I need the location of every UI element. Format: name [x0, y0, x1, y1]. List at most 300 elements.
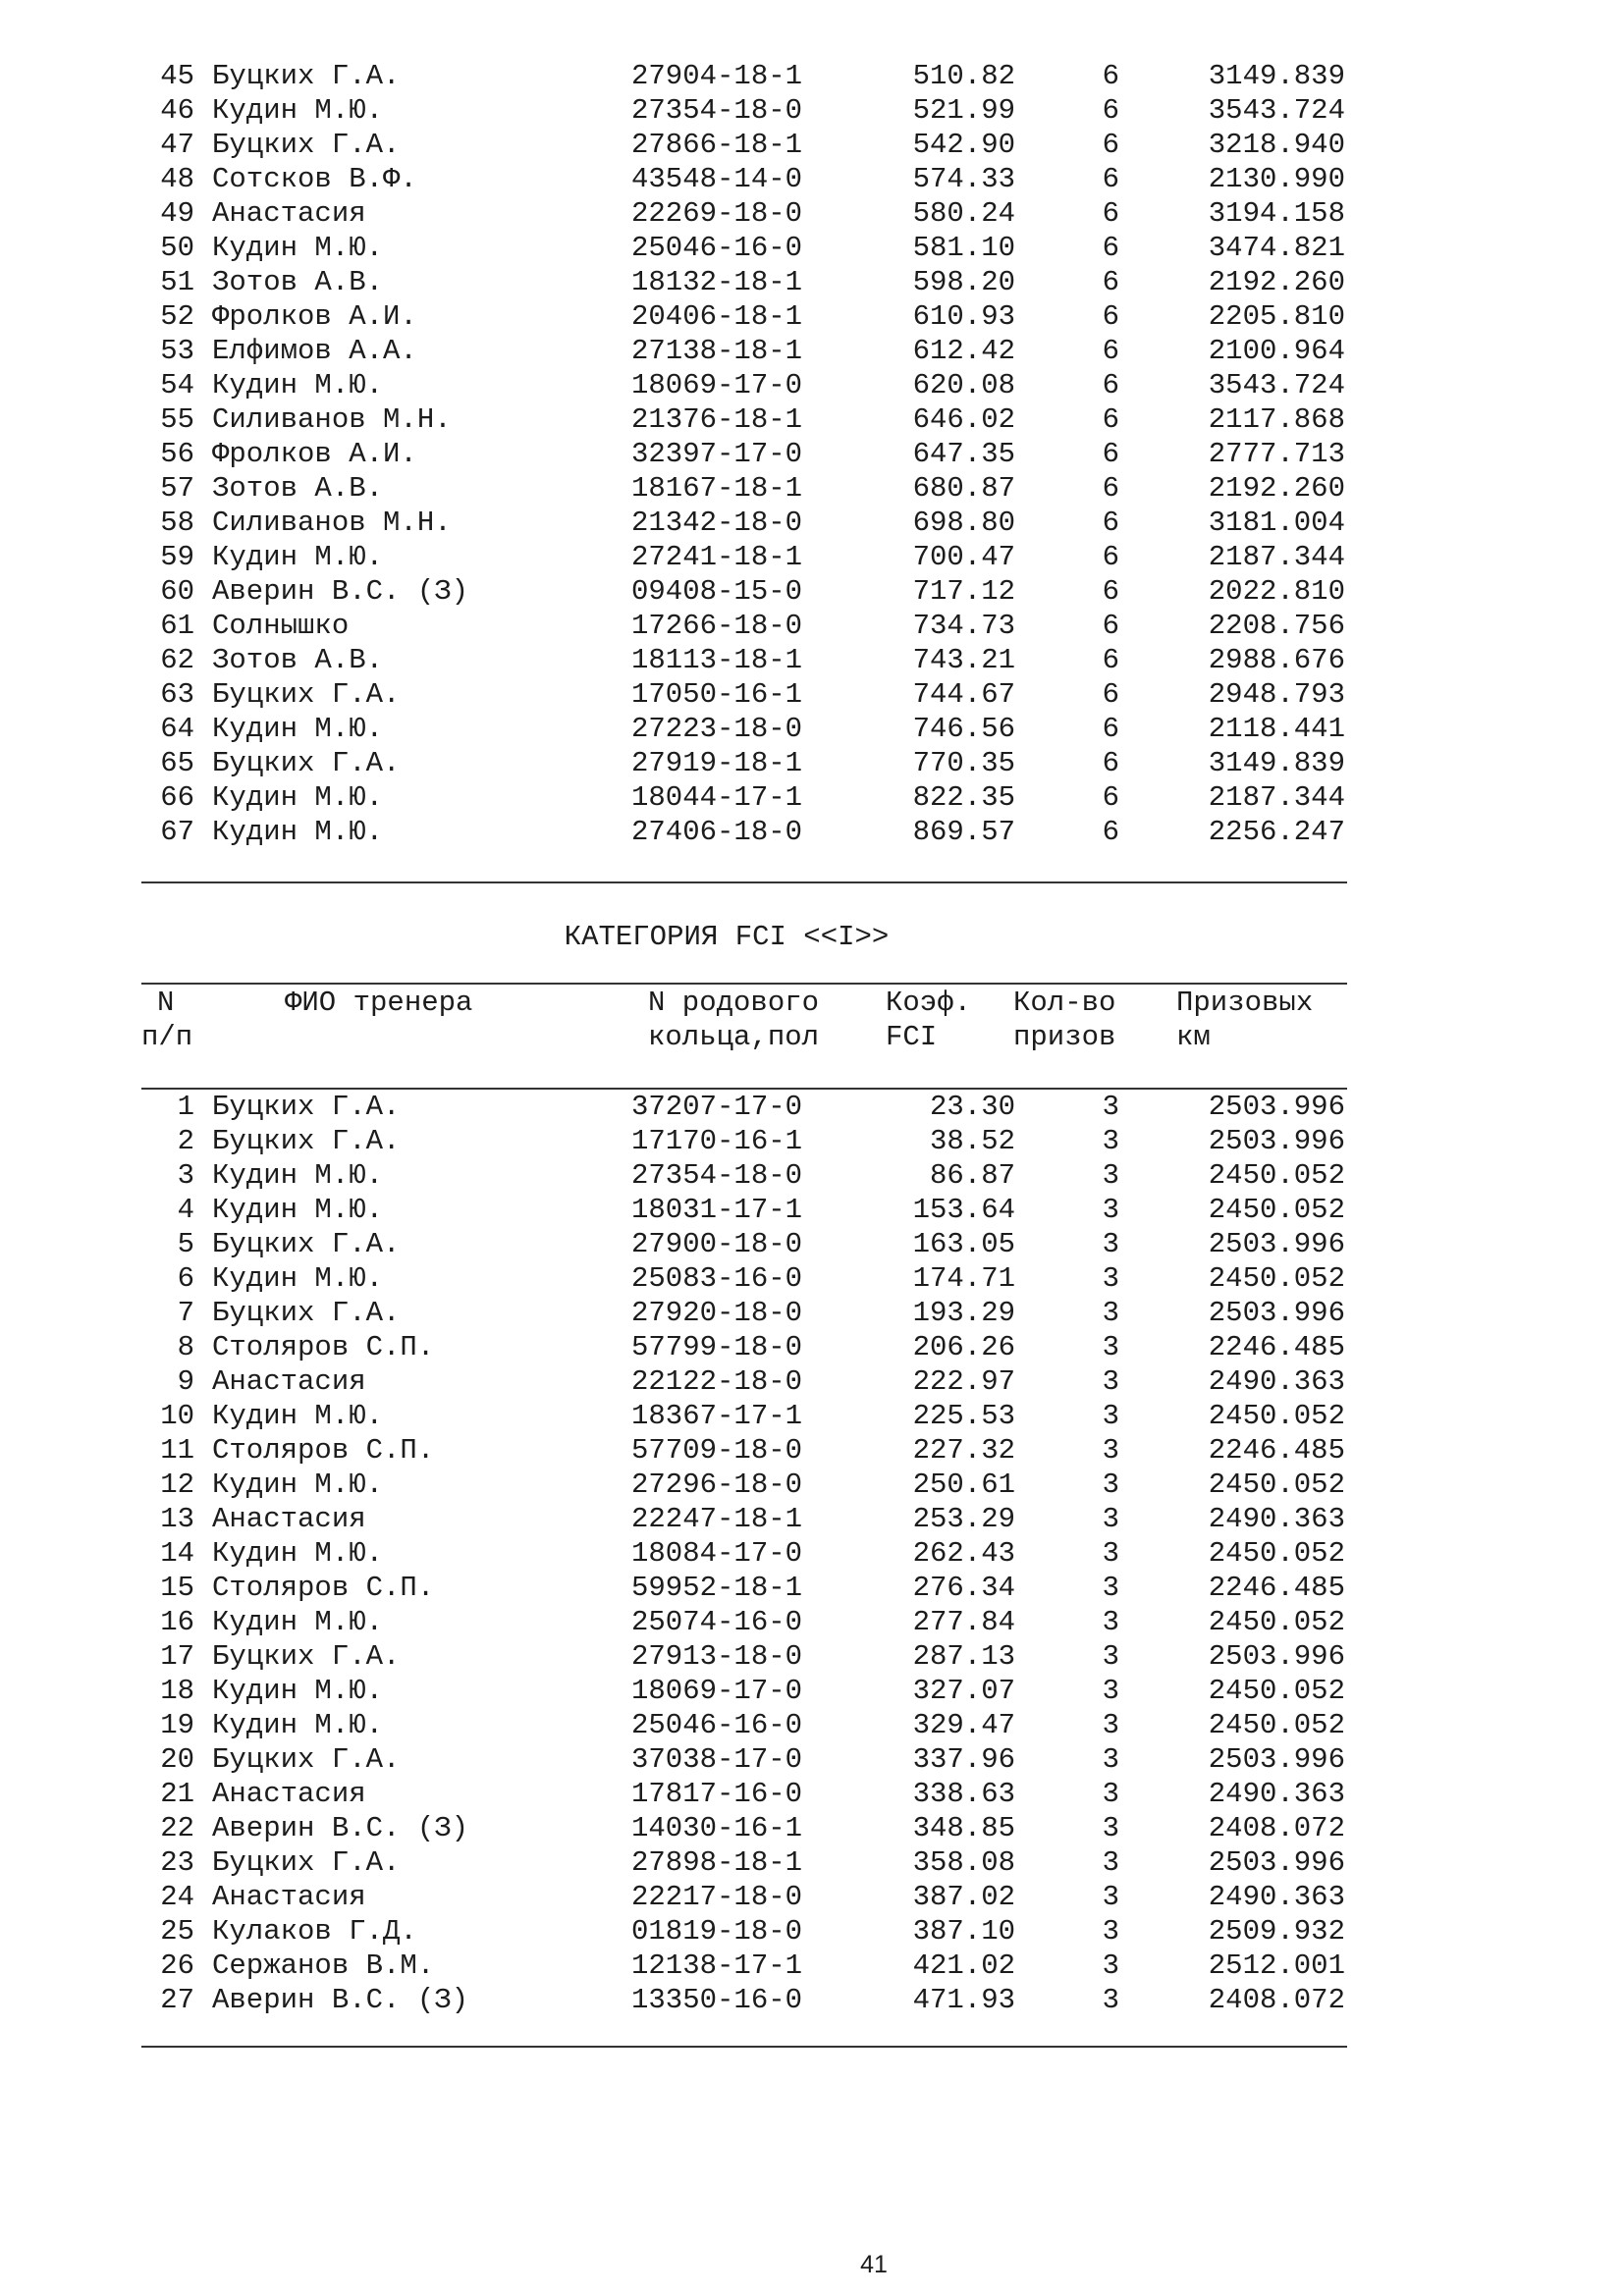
- prize-km: 2117.868: [1208, 403, 1345, 436]
- row-number: 15: [160, 1572, 194, 1604]
- prize-count: 3: [1102, 1503, 1119, 1535]
- table-row: [0, 1090, 1624, 1124]
- row-number: 56: [160, 438, 194, 470]
- header-prizes-line2: призов: [1013, 1021, 1116, 1053]
- trainer-name: Фролков А.И.: [212, 438, 417, 470]
- prize-count: 6: [1102, 438, 1119, 470]
- ring-number: 18031-17-1: [631, 1194, 803, 1226]
- ring-number: 57709-18-0: [631, 1434, 803, 1467]
- prize-km: 2503.996: [1208, 1846, 1345, 1879]
- row-number: 65: [160, 747, 194, 779]
- row-number: 58: [160, 507, 194, 539]
- trainer-name: Анастасия: [212, 1365, 366, 1398]
- ring-number: 37038-17-0: [631, 1743, 803, 1776]
- fci-coefficient: 262.43: [912, 1537, 1015, 1570]
- table-row: [0, 1364, 1624, 1399]
- prize-count: 6: [1102, 747, 1119, 779]
- trainer-name: Анастасия: [212, 1881, 366, 1913]
- table-row: [0, 471, 1624, 506]
- table-row: [0, 1777, 1624, 1811]
- prize-km: 2246.485: [1208, 1434, 1345, 1467]
- prize-count: 6: [1102, 94, 1119, 127]
- row-number: 16: [160, 1606, 194, 1638]
- trainer-name: Силиванов М.Н.: [212, 507, 452, 539]
- trainer-name: Кудин М.Ю.: [212, 541, 384, 573]
- table-row: [0, 1502, 1624, 1536]
- ring-number: 22247-18-1: [631, 1503, 803, 1535]
- prize-count: 6: [1102, 575, 1119, 608]
- row-number: 2: [177, 1125, 194, 1157]
- header-prizes: Кол-во: [1013, 987, 1116, 1019]
- table-row: [0, 506, 1624, 540]
- prize-km: 2503.996: [1208, 1125, 1345, 1157]
- ring-number: 43548-14-0: [631, 163, 803, 195]
- table-row: [0, 1639, 1624, 1674]
- row-number: 9: [177, 1365, 194, 1398]
- prize-count: 3: [1102, 1949, 1119, 1982]
- fci-coefficient: 276.34: [912, 1572, 1015, 1604]
- row-number: 53: [160, 335, 194, 367]
- table-row: [0, 712, 1624, 746]
- prize-km: 2205.810: [1208, 300, 1345, 333]
- ring-number: 27354-18-0: [631, 94, 803, 127]
- ring-number: 22122-18-0: [631, 1365, 803, 1398]
- trainer-name: Зотов А.В.: [212, 472, 384, 505]
- prize-count: 6: [1102, 610, 1119, 642]
- prize-km: 2450.052: [1208, 1194, 1345, 1226]
- fci-coefficient: 717.12: [912, 575, 1015, 608]
- prize-count: 6: [1102, 266, 1119, 298]
- prize-count: 3: [1102, 1331, 1119, 1363]
- ring-number: 25074-16-0: [631, 1606, 803, 1638]
- fci-coefficient: 163.05: [912, 1228, 1015, 1260]
- table-row: [0, 334, 1624, 368]
- table-row: [0, 780, 1624, 815]
- fci-coefficient: 471.93: [912, 1984, 1015, 2016]
- row-number: 60: [160, 575, 194, 608]
- trainer-name: Кудин М.Ю.: [212, 713, 384, 745]
- prize-count: 6: [1102, 816, 1119, 848]
- row-number: 49: [160, 197, 194, 230]
- fci-coefficient: 647.35: [912, 438, 1015, 470]
- trainer-name: Аверин В.С. (З): [212, 1812, 469, 1844]
- ring-number: 22217-18-0: [631, 1881, 803, 1913]
- header-trainer: ФИО тренера: [285, 987, 473, 1019]
- row-number: 23: [160, 1846, 194, 1879]
- row-number: 48: [160, 163, 194, 195]
- prize-count: 3: [1102, 1297, 1119, 1329]
- prize-km: 2450.052: [1208, 1675, 1345, 1707]
- ring-number: 18084-17-0: [631, 1537, 803, 1570]
- fci-coefficient: 574.33: [912, 163, 1015, 195]
- prize-km: 2450.052: [1208, 1606, 1345, 1638]
- prize-km: 2450.052: [1208, 1537, 1345, 1570]
- fci-coefficient: 174.71: [912, 1262, 1015, 1295]
- ring-number: 27920-18-0: [631, 1297, 803, 1329]
- table-row: [0, 1605, 1624, 1639]
- fci-coefficient: 206.26: [912, 1331, 1015, 1363]
- fci-coefficient: 610.93: [912, 300, 1015, 333]
- row-number: 51: [160, 266, 194, 298]
- table-row: [0, 1399, 1624, 1433]
- trainer-name: Буцких Г.А.: [212, 1091, 401, 1123]
- prize-km: 2503.996: [1208, 1091, 1345, 1123]
- prize-km: 2490.363: [1208, 1881, 1345, 1913]
- row-number: 1: [177, 1091, 194, 1123]
- page-number: 41: [860, 2251, 888, 2278]
- trainer-name: Сотсков В.Ф.: [212, 163, 417, 195]
- prize-count: 3: [1102, 1537, 1119, 1570]
- trainer-name: Анастасия: [212, 1778, 366, 1810]
- fci-coefficient: 338.63: [912, 1778, 1015, 1810]
- prize-km: 2503.996: [1208, 1228, 1345, 1260]
- ring-number: 18367-17-1: [631, 1400, 803, 1432]
- header-n-line2: п/п: [141, 1021, 193, 1053]
- table-row: [0, 402, 1624, 437]
- prize-km: 2192.260: [1208, 472, 1345, 505]
- ring-number: 14030-16-1: [631, 1812, 803, 1844]
- prize-count: 6: [1102, 232, 1119, 264]
- ring-number: 27913-18-0: [631, 1640, 803, 1673]
- fci-coefficient: 822.35: [912, 781, 1015, 814]
- prize-count: 6: [1102, 335, 1119, 367]
- trainer-name: Кудин М.Ю.: [212, 1537, 384, 1570]
- trainer-name: Кудин М.Ю.: [212, 1468, 384, 1501]
- fci-coefficient: 227.32: [912, 1434, 1015, 1467]
- prize-count: 6: [1102, 60, 1119, 92]
- trainer-name: Кулаков Г.Д.: [212, 1915, 417, 1948]
- trainer-name: Буцких Г.А.: [212, 1125, 401, 1157]
- table-row: [0, 1158, 1624, 1193]
- ring-number: 18132-18-1: [631, 266, 803, 298]
- ring-number: 27406-18-0: [631, 816, 803, 848]
- prize-km: 2777.713: [1208, 438, 1345, 470]
- header-top-rule: [141, 983, 1347, 985]
- prize-km: 2408.072: [1208, 1812, 1345, 1844]
- prize-count: 6: [1102, 300, 1119, 333]
- ring-number: 01819-18-0: [631, 1915, 803, 1948]
- prize-km: 2450.052: [1208, 1468, 1345, 1501]
- prize-km: 2022.810: [1208, 575, 1345, 608]
- header-km: Призовых: [1176, 987, 1314, 1019]
- prize-km: 2256.247: [1208, 816, 1345, 848]
- trainer-name: Кудин М.Ю.: [212, 232, 384, 264]
- prize-km: 3181.004: [1208, 507, 1345, 539]
- trainer-name: Столяров С.П.: [212, 1434, 435, 1467]
- ring-number: 27919-18-1: [631, 747, 803, 779]
- trainer-name: Столяров С.П.: [212, 1331, 435, 1363]
- ring-number: 27354-18-0: [631, 1159, 803, 1192]
- trainer-name: Аверин В.С. (З): [212, 575, 469, 608]
- trainer-name: Зотов А.В.: [212, 266, 384, 298]
- ring-number: 21376-18-1: [631, 403, 803, 436]
- fci-coefficient: 542.90: [912, 129, 1015, 161]
- table-row: [0, 1845, 1624, 1880]
- row-number: 11: [160, 1434, 194, 1467]
- trainer-name: Зотов А.В.: [212, 644, 384, 676]
- ring-number: 27241-18-1: [631, 541, 803, 573]
- fci-coefficient: 869.57: [912, 816, 1015, 848]
- ring-number: 25083-16-0: [631, 1262, 803, 1295]
- prize-count: 3: [1102, 1468, 1119, 1501]
- prize-count: 3: [1102, 1365, 1119, 1398]
- trainer-name: Кудин М.Ю.: [212, 1606, 384, 1638]
- row-number: 5: [177, 1228, 194, 1260]
- fci-coefficient: 222.97: [912, 1365, 1015, 1398]
- row-number: 24: [160, 1881, 194, 1913]
- prize-km: 2503.996: [1208, 1743, 1345, 1776]
- trainer-name: Анастасия: [212, 197, 366, 230]
- fci-coefficient: 421.02: [912, 1949, 1015, 1982]
- table-row: [0, 231, 1624, 265]
- fci-coefficient: 250.61: [912, 1468, 1015, 1501]
- ring-number: 09408-15-0: [631, 575, 803, 608]
- row-number: 61: [160, 610, 194, 642]
- trainer-name: Буцких Г.А.: [212, 60, 401, 92]
- trainer-name: Кудин М.Ю.: [212, 1675, 384, 1707]
- table-row: [0, 299, 1624, 334]
- fci-coefficient: 620.08: [912, 369, 1015, 401]
- prize-km: 2246.485: [1208, 1572, 1345, 1604]
- row-number: 27: [160, 1984, 194, 2016]
- ring-number: 20406-18-1: [631, 300, 803, 333]
- prize-count: 3: [1102, 1228, 1119, 1260]
- fci-coefficient: 612.42: [912, 335, 1015, 367]
- ring-number: 21342-18-0: [631, 507, 803, 539]
- prize-count: 6: [1102, 197, 1119, 230]
- ring-number: 32397-17-0: [631, 438, 803, 470]
- prize-count: 6: [1102, 541, 1119, 573]
- prize-km: 2246.485: [1208, 1331, 1345, 1363]
- prize-km: 2503.996: [1208, 1297, 1345, 1329]
- ring-number: 17266-18-0: [631, 610, 803, 642]
- row-number: 3: [177, 1159, 194, 1192]
- ring-number: 27296-18-0: [631, 1468, 803, 1501]
- fci-coefficient: 581.10: [912, 232, 1015, 264]
- fci-coefficient: 358.08: [912, 1846, 1015, 1879]
- prize-count: 3: [1102, 1606, 1119, 1638]
- fci-coefficient: 253.29: [912, 1503, 1015, 1535]
- table-row: [0, 1674, 1624, 1708]
- prize-km: 3543.724: [1208, 94, 1345, 127]
- table-row: [0, 746, 1624, 780]
- ring-number: 27900-18-0: [631, 1228, 803, 1260]
- prize-count: 3: [1102, 1434, 1119, 1467]
- table-row: [0, 1227, 1624, 1261]
- row-number: 22: [160, 1812, 194, 1844]
- row-number: 6: [177, 1262, 194, 1295]
- trainer-name: Буцких Г.А.: [212, 1228, 401, 1260]
- trainer-name: Буцких Г.А.: [212, 1743, 401, 1776]
- fci-coefficient: 38.52: [929, 1125, 1015, 1157]
- ring-number: 18113-18-1: [631, 644, 803, 676]
- row-number: 54: [160, 369, 194, 401]
- top-table-bottom-rule: [141, 881, 1347, 883]
- ring-number: 27866-18-1: [631, 129, 803, 161]
- trainer-name: Кудин М.Ю.: [212, 369, 384, 401]
- fci-coefficient: 387.02: [912, 1881, 1015, 1913]
- trainer-name: Столяров С.П.: [212, 1572, 435, 1604]
- table-row: [0, 59, 1624, 93]
- row-number: 19: [160, 1709, 194, 1741]
- fci-coefficient: 287.13: [912, 1640, 1015, 1673]
- row-number: 8: [177, 1331, 194, 1363]
- table-row: [0, 162, 1624, 196]
- ring-number: 18069-17-0: [631, 1675, 803, 1707]
- category-title: КАТЕГОРИЯ FCI <<I>>: [564, 921, 890, 953]
- fci-coefficient: 193.29: [912, 1297, 1015, 1329]
- trainer-name: Кудин М.Ю.: [212, 1194, 384, 1226]
- prize-count: 6: [1102, 369, 1119, 401]
- fci-coefficient: 598.20: [912, 266, 1015, 298]
- prize-count: 3: [1102, 1091, 1119, 1123]
- trainer-name: Кудин М.Ю.: [212, 94, 384, 127]
- table-row: [0, 1433, 1624, 1468]
- table-row: [0, 815, 1624, 849]
- fci-coefficient: 348.85: [912, 1812, 1015, 1844]
- prize-count: 6: [1102, 713, 1119, 745]
- table-row: [0, 540, 1624, 574]
- prize-km: 3218.940: [1208, 129, 1345, 161]
- table-row: [0, 265, 1624, 299]
- table-row: [0, 643, 1624, 677]
- trainer-name: Кудин М.Ю.: [212, 816, 384, 848]
- prize-count: 3: [1102, 1812, 1119, 1844]
- fci-coefficient: 337.96: [912, 1743, 1015, 1776]
- row-number: 45: [160, 60, 194, 92]
- prize-count: 3: [1102, 1915, 1119, 1948]
- ring-number: 22269-18-0: [631, 197, 803, 230]
- prize-km: 2490.363: [1208, 1778, 1345, 1810]
- row-number: 57: [160, 472, 194, 505]
- row-number: 25: [160, 1915, 194, 1948]
- row-number: 62: [160, 644, 194, 676]
- row-number: 59: [160, 541, 194, 573]
- row-number: 4: [177, 1194, 194, 1226]
- table-row: [0, 1708, 1624, 1742]
- prize-count: 3: [1102, 1743, 1119, 1776]
- row-number: 55: [160, 403, 194, 436]
- table-row: [0, 1124, 1624, 1158]
- prize-km: 2100.964: [1208, 335, 1345, 367]
- row-number: 26: [160, 1949, 194, 1982]
- table-row: [0, 93, 1624, 128]
- trainer-name: Фролков А.И.: [212, 300, 417, 333]
- trainer-name: Елфимов А.А.: [212, 335, 417, 367]
- trainer-name: Буцких Г.А.: [212, 747, 401, 779]
- header-km-line2: км: [1176, 1021, 1211, 1053]
- row-number: 21: [160, 1778, 194, 1810]
- fci-coefficient: 698.80: [912, 507, 1015, 539]
- trainer-name: Кудин М.Ю.: [212, 781, 384, 814]
- header-n: N: [157, 987, 175, 1019]
- row-number: 46: [160, 94, 194, 127]
- table-row: [0, 437, 1624, 471]
- prize-km: 2187.344: [1208, 781, 1345, 814]
- prize-km: 2192.260: [1208, 266, 1345, 298]
- table-row: [0, 1914, 1624, 1949]
- ring-number: 57799-18-0: [631, 1331, 803, 1363]
- header-ring: N родового: [648, 987, 820, 1019]
- ring-number: 27138-18-1: [631, 335, 803, 367]
- ring-number: 17170-16-1: [631, 1125, 803, 1157]
- prize-km: 3149.839: [1208, 60, 1345, 92]
- row-number: 63: [160, 678, 194, 711]
- prize-count: 6: [1102, 129, 1119, 161]
- fci-coefficient: 521.99: [912, 94, 1015, 127]
- table-row: [0, 677, 1624, 712]
- ring-number: 18069-17-0: [631, 369, 803, 401]
- table-row: [0, 128, 1624, 162]
- prize-km: 2187.344: [1208, 541, 1345, 573]
- fci-coefficient: 746.56: [912, 713, 1015, 745]
- prize-count: 3: [1102, 1159, 1119, 1192]
- ring-number: 27898-18-1: [631, 1846, 803, 1879]
- prize-count: 3: [1102, 1400, 1119, 1432]
- trainer-name: Сержанов В.М.: [212, 1949, 435, 1982]
- prize-km: 2490.363: [1208, 1503, 1345, 1535]
- table-row: [0, 1880, 1624, 1914]
- row-number: 67: [160, 816, 194, 848]
- category-table-bottom-rule: [141, 2046, 1347, 2048]
- fci-coefficient: 327.07: [912, 1675, 1015, 1707]
- prize-km: 2450.052: [1208, 1262, 1345, 1295]
- table-row: [0, 368, 1624, 402]
- trainer-name: Буцких Г.А.: [212, 1297, 401, 1329]
- ring-number: 12138-17-1: [631, 1949, 803, 1982]
- prize-count: 6: [1102, 678, 1119, 711]
- row-number: 52: [160, 300, 194, 333]
- row-number: 10: [160, 1400, 194, 1432]
- prize-count: 3: [1102, 1194, 1119, 1226]
- fci-coefficient: 580.24: [912, 197, 1015, 230]
- row-number: 14: [160, 1537, 194, 1570]
- table-row: [0, 1536, 1624, 1571]
- trainer-name: Силиванов М.Н.: [212, 403, 452, 436]
- row-number: 47: [160, 129, 194, 161]
- trainer-name: Кудин М.Ю.: [212, 1262, 384, 1295]
- prize-km: 2208.756: [1208, 610, 1345, 642]
- row-number: 7: [177, 1297, 194, 1329]
- table-row: [0, 1811, 1624, 1845]
- prize-count: 3: [1102, 1640, 1119, 1673]
- trainer-name: Буцких Г.А.: [212, 129, 401, 161]
- prize-km: 2948.793: [1208, 678, 1345, 711]
- trainer-name: Солнышко: [212, 610, 350, 642]
- trainer-name: Кудин М.Ю.: [212, 1709, 384, 1741]
- trainer-name: Анастасия: [212, 1503, 366, 1535]
- prize-km: 3543.724: [1208, 369, 1345, 401]
- header-coef: Коэф.: [886, 987, 972, 1019]
- table-row: [0, 1949, 1624, 1983]
- row-number: 17: [160, 1640, 194, 1673]
- header-ring-line2: кольца,пол: [648, 1021, 820, 1053]
- table-row: [0, 574, 1624, 609]
- prize-count: 6: [1102, 403, 1119, 436]
- prize-km: 2512.001: [1208, 1949, 1345, 1982]
- table-row: [0, 1571, 1624, 1605]
- row-number: 12: [160, 1468, 194, 1501]
- table-row: [0, 1330, 1624, 1364]
- ring-number: 17817-16-0: [631, 1778, 803, 1810]
- table-row: [0, 1296, 1624, 1330]
- fci-coefficient: 744.67: [912, 678, 1015, 711]
- row-number: 18: [160, 1675, 194, 1707]
- trainer-name: Буцких Г.А.: [212, 1846, 401, 1879]
- prize-km: 2490.363: [1208, 1365, 1345, 1398]
- ring-number: 18167-18-1: [631, 472, 803, 505]
- fci-coefficient: 770.35: [912, 747, 1015, 779]
